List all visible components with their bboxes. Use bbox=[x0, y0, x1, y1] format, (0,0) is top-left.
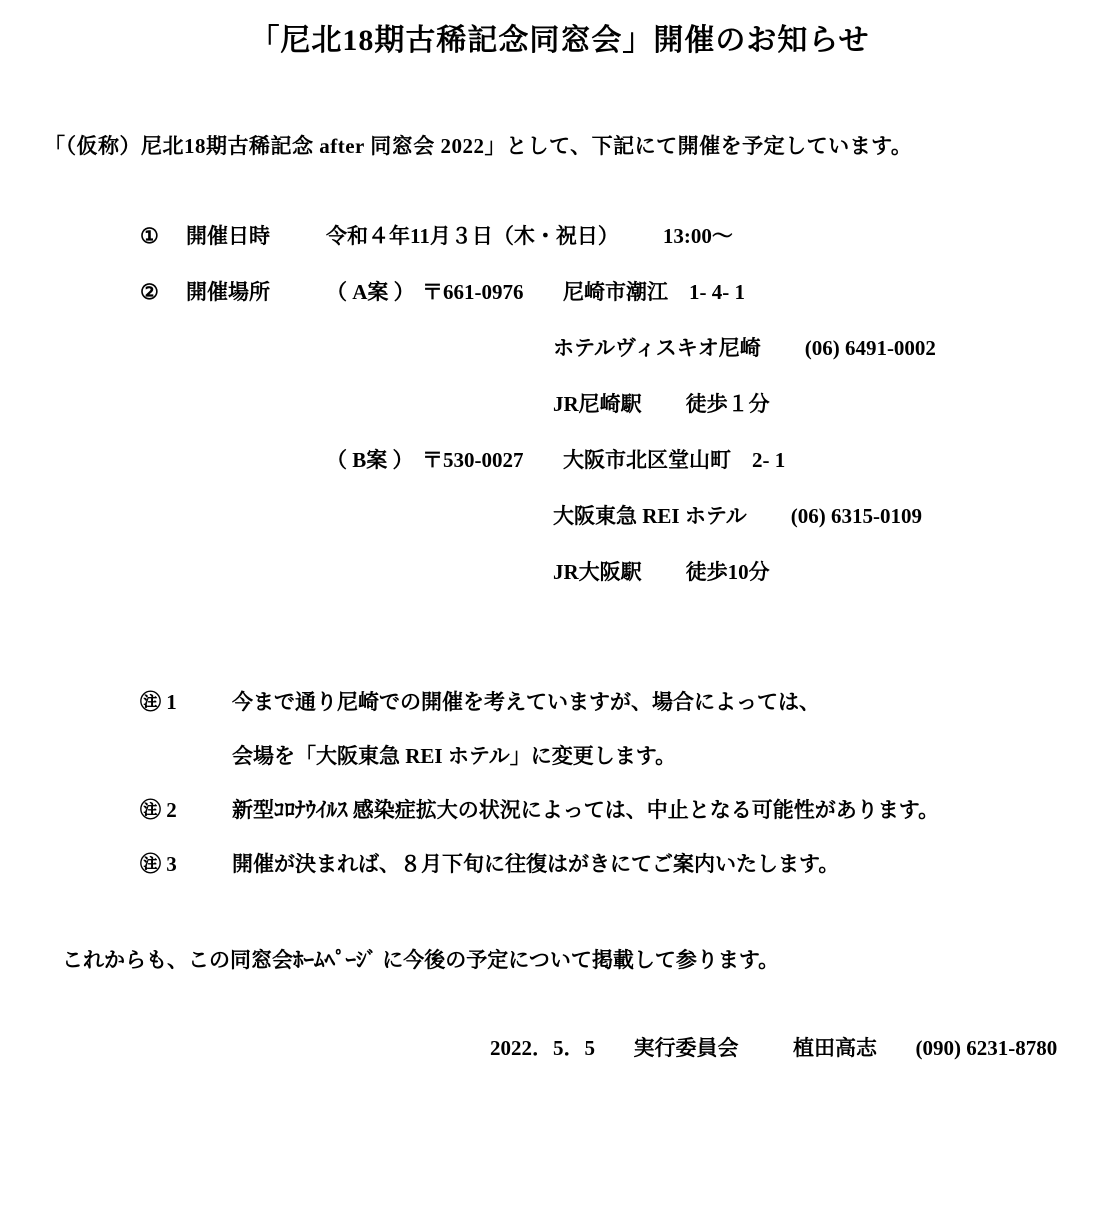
item-label-venue: 開催場所 bbox=[186, 280, 270, 304]
plan-a-venue-row bbox=[140, 332, 1119, 362]
note-text-1-line2: 会場を「大阪東急 REI ホテル」に変更します。 bbox=[232, 744, 677, 768]
item-label-datetime: 開催日時 bbox=[186, 224, 270, 248]
item-marker-1: ① bbox=[140, 224, 159, 248]
footer-name: 植田高志 bbox=[793, 1036, 877, 1060]
note-row-2 bbox=[140, 794, 1119, 824]
footer-tel: (090) 6231-8780 bbox=[915, 1036, 1058, 1060]
plan-b-label: （ B案 ） bbox=[326, 448, 414, 472]
plan-b-station: JR大阪駅 bbox=[553, 560, 642, 584]
note-row-3 bbox=[140, 848, 1119, 878]
plan-a-access-row bbox=[140, 388, 1119, 418]
note-text-1: 今まで通り尼崎での開催を考えていますが、場合によっては、 bbox=[232, 690, 820, 714]
plan-b-postal: 〒530-0027 bbox=[422, 448, 524, 472]
lead-paragraph: 「（仮称）尼北18期古稀記念 after 同窓会 2022」として、下記にて開催を予定しています。 bbox=[44, 134, 913, 158]
footer-date: 2022．5．5 bbox=[490, 1036, 595, 1060]
document-page bbox=[0, 20, 1119, 1219]
detail-row-venue bbox=[140, 276, 1119, 306]
note-marker-3: ㊟ 3 bbox=[140, 852, 177, 876]
item-value-date: 令和４年11月３日（木・祝日） bbox=[326, 224, 619, 248]
plan-b-walk: 徒歩10分 bbox=[685, 560, 770, 584]
event-details bbox=[140, 220, 1119, 586]
notes-section bbox=[140, 686, 1119, 878]
plan-a-postal: 〒661-0976 bbox=[422, 280, 524, 304]
plan-a-label: （ A案 ） bbox=[326, 280, 415, 304]
plan-b-access-row bbox=[140, 556, 1119, 586]
plan-b-venue-row bbox=[140, 500, 1119, 530]
plan-a-tel: (06) 6491-0002 bbox=[804, 336, 936, 360]
page-title: 「尼北18期古稀記念同窓会」開催のお知らせ bbox=[249, 24, 870, 57]
plan-a-venue-name: ホテルヴィスキオ尼崎 bbox=[553, 336, 761, 360]
footer-org: 実行委員会 bbox=[633, 1036, 739, 1060]
note-marker-1: ㊟ 1 bbox=[140, 690, 177, 714]
item-value-time: 13:00〜 bbox=[662, 224, 733, 248]
plan-b-address: 大阪市北区堂山町 2- 1 bbox=[563, 448, 786, 472]
item-marker-2: ② bbox=[140, 280, 159, 304]
note-marker-2: ㊟ 2 bbox=[140, 798, 177, 822]
note-text-3: 開催が決まれば、８月下旬に往復はがきにてご案内いたします。 bbox=[232, 852, 840, 876]
closing-paragraph: これからも、この同窓会ﾎｰﾑﾍﾟｰｼﾞ に今後の予定について掲載して参ります。 bbox=[62, 948, 780, 972]
note-row-1 bbox=[140, 686, 1119, 716]
plan-a-address: 尼崎市潮江 1- 4- 1 bbox=[563, 280, 745, 304]
footer-signature bbox=[490, 1032, 1119, 1062]
plan-a-station: JR尼崎駅 bbox=[553, 392, 642, 416]
plan-b-venue-name: 大阪東急 REI ホテル bbox=[553, 504, 747, 528]
note-text-2: 新型ｺﾛﾅｳｲﾙｽ 感染症拡大の状況によっては、中止となる可能性があります。 bbox=[232, 798, 940, 822]
detail-row-datetime bbox=[140, 220, 1119, 250]
plan-a-walk: 徒歩１分 bbox=[685, 392, 770, 416]
plan-b-tel: (06) 6315-0109 bbox=[790, 504, 923, 528]
plan-b-row bbox=[140, 444, 1119, 474]
